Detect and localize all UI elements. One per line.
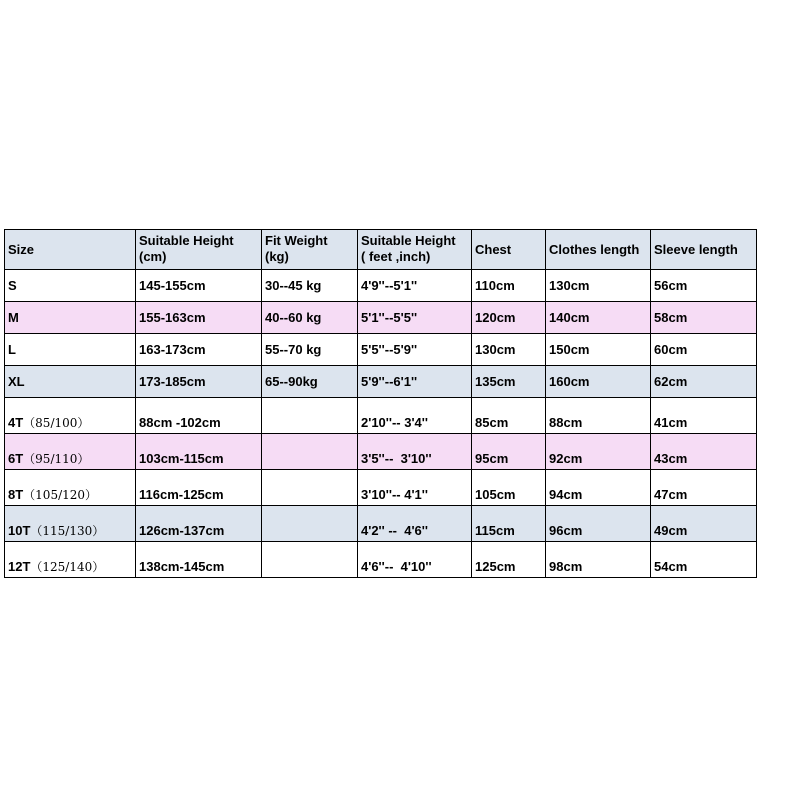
height-cm-cell: 103cm-115cm <box>136 434 262 470</box>
height-cm-cell: 138cm-145cm <box>136 542 262 578</box>
size-extra-label: （125/140） <box>30 560 105 574</box>
table-row <box>5 302 757 334</box>
chest-cell: 95cm <box>472 434 546 470</box>
sleeve-length-cell: 60cm <box>651 334 757 366</box>
size-label: 8T <box>8 487 24 502</box>
chest-cell: 125cm <box>472 542 546 578</box>
height-ft-cell: 5'1''--5'5'' <box>358 302 472 334</box>
height-ft-cell: 4'2'' -- 4'6'' <box>358 506 472 542</box>
height-cm-cell: 173-185cm <box>136 366 262 398</box>
chest-cell: 105cm <box>472 470 546 506</box>
weight-cell: 65--90kg <box>262 366 358 398</box>
header-size: Size <box>5 230 136 270</box>
size-cell <box>5 302 136 334</box>
weight-cell: 30--45 kg <box>262 270 358 302</box>
height-ft-cell: 2'10''-- 3'4'' <box>358 398 472 434</box>
size-cell <box>5 366 136 398</box>
header-row <box>5 230 757 270</box>
header-sleeve-length: Sleeve length <box>651 230 757 270</box>
header-chest: Chest <box>472 230 546 270</box>
weight-cell <box>262 398 358 434</box>
clothes-length-cell: 130cm <box>546 270 651 302</box>
sleeve-length-cell: 43cm <box>651 434 757 470</box>
sleeve-length-cell: 47cm <box>651 470 757 506</box>
height-cm-cell: 126cm-137cm <box>136 506 262 542</box>
height-ft-cell: 3'5''-- 3'10'' <box>358 434 472 470</box>
header-suitable-height-feet: Suitable Height ( feet ,inch) <box>358 230 472 270</box>
weight-cell <box>262 434 358 470</box>
chest-cell: 115cm <box>472 506 546 542</box>
height-ft-cell: 3'10''-- 4'1'' <box>358 470 472 506</box>
chest-cell: 135cm <box>472 366 546 398</box>
table-row <box>5 398 757 434</box>
size-label: S <box>8 278 17 293</box>
sleeve-length-cell: 58cm <box>651 302 757 334</box>
sleeve-length-cell: 41cm <box>651 398 757 434</box>
chest-cell: 120cm <box>472 302 546 334</box>
size-cell <box>5 398 136 434</box>
header-suitable-height-cm: Suitable Height (cm) <box>136 230 262 270</box>
height-cm-cell: 155-163cm <box>136 302 262 334</box>
height-ft-cell: 4'6''-- 4'10'' <box>358 542 472 578</box>
size-extra-label: （115/130） <box>30 524 105 538</box>
table-row <box>5 470 757 506</box>
height-cm-cell: 88cm -102cm <box>136 398 262 434</box>
weight-cell: 40--60 kg <box>262 302 358 334</box>
table-row <box>5 506 757 542</box>
height-ft-cell: 5'9''--6'1'' <box>358 366 472 398</box>
clothes-length-cell: 94cm <box>546 470 651 506</box>
size-cell <box>5 542 136 578</box>
size-label: 12T <box>8 559 31 574</box>
sleeve-length-cell: 56cm <box>651 270 757 302</box>
size-extra-label: （95/110） <box>23 452 90 466</box>
height-cm-cell: 145-155cm <box>136 270 262 302</box>
chest-cell: 110cm <box>472 270 546 302</box>
sleeve-length-cell: 49cm <box>651 506 757 542</box>
height-ft-cell: 4'9''--5'1'' <box>358 270 472 302</box>
table-row <box>5 366 757 398</box>
size-cell <box>5 270 136 302</box>
size-extra-label: （105/120） <box>23 488 98 502</box>
weight-cell <box>262 542 358 578</box>
table-row <box>5 542 757 578</box>
size-label: 6T <box>8 451 24 466</box>
size-cell <box>5 506 136 542</box>
size-extra-label: （85/100） <box>23 416 90 430</box>
chest-cell: 85cm <box>472 398 546 434</box>
table-row <box>5 334 757 366</box>
clothes-length-cell: 140cm <box>546 302 651 334</box>
clothes-length-cell: 150cm <box>546 334 651 366</box>
sleeve-length-cell: 54cm <box>651 542 757 578</box>
header-fit-weight: Fit Weight (kg) <box>262 230 358 270</box>
size-cell <box>5 470 136 506</box>
height-cm-cell: 116cm-125cm <box>136 470 262 506</box>
clothes-length-cell: 160cm <box>546 366 651 398</box>
header-clothes-length: Clothes length <box>546 230 651 270</box>
size-label: M <box>8 310 19 325</box>
clothes-length-cell: 88cm <box>546 398 651 434</box>
size-label: 10T <box>8 523 31 538</box>
sleeve-length-cell: 62cm <box>651 366 757 398</box>
weight-cell <box>262 470 358 506</box>
height-ft-cell: 5'5''--5'9'' <box>358 334 472 366</box>
weight-cell <box>262 506 358 542</box>
size-chart-table <box>4 229 757 578</box>
size-chart-body <box>5 230 757 578</box>
clothes-length-cell: 96cm <box>546 506 651 542</box>
size-label: L <box>8 342 16 357</box>
size-cell <box>5 334 136 366</box>
size-label: 4T <box>8 415 24 430</box>
size-label: XL <box>8 374 25 389</box>
table-row <box>5 270 757 302</box>
weight-cell: 55--70 kg <box>262 334 358 366</box>
clothes-length-cell: 98cm <box>546 542 651 578</box>
chest-cell: 130cm <box>472 334 546 366</box>
clothes-length-cell: 92cm <box>546 434 651 470</box>
height-cm-cell: 163-173cm <box>136 334 262 366</box>
size-cell <box>5 434 136 470</box>
table-row <box>5 434 757 470</box>
